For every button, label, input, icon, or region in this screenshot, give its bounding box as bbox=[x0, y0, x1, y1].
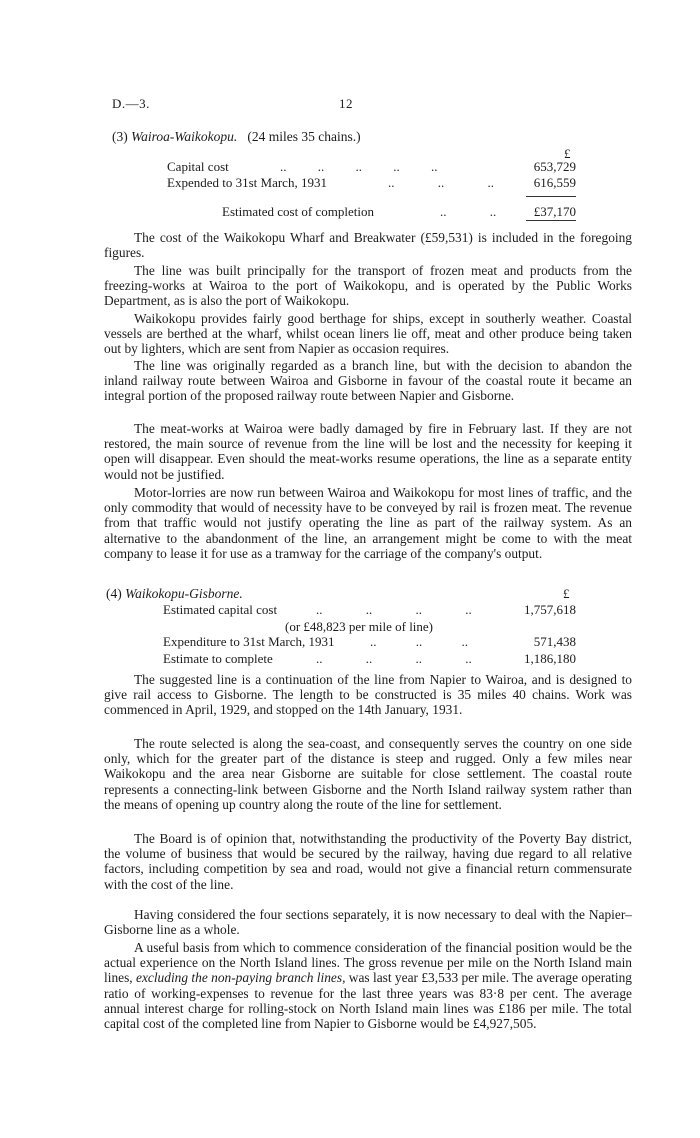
estimate-complete-label: Estimate to complete bbox=[163, 651, 273, 666]
estimated-capital-dots: .. .. .. .. bbox=[316, 602, 472, 617]
paragraph-four-sections: Having considered the four sections separately, it is now necessary to deal with the Napier–Gisborne line as a whole. bbox=[104, 907, 632, 938]
section-3-currency: £ bbox=[564, 146, 571, 161]
paragraph-suggested-line: The suggested line is a continuation of the line from Napier to Wairoa, and is designed to give rail access to Gisborne. The length to be constructed is 35 miles 40 chains. Work was commenced in April, 1929, and stopped on the 14th January, 1931. bbox=[104, 672, 632, 718]
estimated-capital-value: 1,757,618 bbox=[524, 602, 576, 617]
section-3-length: (24 miles 35 chains.) bbox=[247, 129, 361, 144]
section-3-title: Wairoa-Waikokopu. bbox=[131, 129, 238, 144]
document-reference: D.—3. bbox=[112, 96, 150, 111]
expenditure-value: 571,438 bbox=[533, 634, 576, 649]
section-4-number: (4) bbox=[106, 586, 122, 601]
financial-basis-italic: excluding the non-paying branch lines, bbox=[136, 970, 346, 986]
section-4-currency: £ bbox=[563, 586, 570, 601]
paragraph-line-purpose: The line was built principally for the transport of frozen meat and products from the freezing-works at Wairoa to the port of Waikokopu, and is operated by the Public Works Department, as is also the port of Waikokopu. bbox=[104, 263, 632, 309]
capital-cost-dots: .. .. .. .. .. bbox=[280, 159, 438, 174]
page-number: 12 bbox=[339, 96, 353, 111]
section-3-number: (3) bbox=[112, 129, 128, 144]
financial-basis-text-1: A useful basis from which to commence consideration of the financial position would be the actual experience on the North Island lines. The gross revenue per mile on the North Island main lines, bbox=[104, 940, 632, 986]
completion-value: £37,170 bbox=[533, 204, 576, 219]
paragraph-route: The route selected is along the sea-coast, and consequently serves the country on one side only, which for the greater part of the distance is steep and rugged. Only a few miles near Waikokopu and the area near Gisborne are suitable for close settlement. The coastal route represents a connecting-link between Gisborne and the North Island railway system rather than the means of opening up country along the route of the line for settlement. bbox=[104, 736, 632, 812]
paragraph-wharf-cost: The cost of the Waikokopu Wharf and Breakwater (£59,531) is included in the foregoing figures. bbox=[104, 230, 632, 261]
section-4-heading bbox=[106, 586, 243, 602]
expenditure-label: Expenditure to 31st March, 1931 bbox=[163, 634, 335, 649]
capital-cost-label: Capital cost bbox=[167, 159, 229, 174]
estimated-capital-label: Estimated capital cost bbox=[163, 602, 278, 617]
per-mile-note: (or £48,823 per mile of line) bbox=[285, 619, 434, 634]
capital-cost-value: 653,729 bbox=[533, 159, 576, 174]
expended-label: Expended to 31st March, 1931 bbox=[167, 175, 327, 190]
paragraph-board-opinion: The Board is of opinion that, notwithstanding the productivity of the Poverty Bay district, the volume of business that would be secured by the railway, having due regard to all relative factors, including competition by sea and road, would not give a financial return commensurate with the cost of the line. bbox=[104, 831, 632, 892]
financial-basis-text-2: was last year £3,533 per mile. The average operating ratio of working-expenses to revenue for the last three years was 83·8 per cent. The average annual interest charge for rolling-stock on North Island main lines was £186 per mile. The total capital cost of the completed line from Napier to Gisborne would be £4,927,505. bbox=[104, 970, 632, 1032]
completion-underline bbox=[526, 220, 576, 221]
expended-dots: .. .. .. bbox=[388, 175, 494, 190]
estimate-complete-dots: .. .. .. .. bbox=[316, 651, 472, 666]
estimate-complete-value: 1,186,180 bbox=[524, 651, 576, 666]
paragraph-financial-basis bbox=[104, 940, 632, 1031]
completion-label: Estimated cost of completion bbox=[222, 204, 374, 219]
paragraph-berthage: Waikokopu provides fairly good berthage for ships, except in southerly weather. Coastal vessels are berthed at the wharf, whilst ocean liners lie off, meat and other produce being taken out by lighters, which are sent from Napier as occasion requires. bbox=[104, 311, 632, 357]
expended-value: 616,559 bbox=[533, 175, 576, 190]
section-3-heading bbox=[112, 129, 361, 145]
total-rule bbox=[526, 196, 576, 197]
section-4-title: Waikokopu-Gisborne. bbox=[125, 586, 243, 601]
completion-dots: .. .. bbox=[440, 204, 497, 219]
paragraph-motor-lorries: Motor-lorries are now run between Wairoa and Waikokopu for most lines of traffic, and the only commodity that would of necessity have to be conveyed by rail is frozen meat. The revenue from that traffic would not justify operating the line as part of the railway system. As an alternative to the abandonment of the line, an arrangement might be come to with the meat company to lease it for use as a tramway for the carriage of the company's output. bbox=[104, 485, 632, 561]
paragraph-meat-works: The meat-works at Wairoa were badly damaged by fire in February last. If they are not restored, the main source of revenue from the line will be lost and the necessity for keeping it open will disappear. Even should the meat-works resume operations, the line as a separate entity would not be justified. bbox=[104, 421, 632, 482]
expenditure-dots: .. .. .. bbox=[370, 634, 468, 649]
paragraph-branch-line: The line was originally regarded as a branch line, but with the decision to abandon the inland railway route between Wairoa and Gisborne in favour of the coastal route it became an integral portion of the proposed railway route between Napier and Gisborne. bbox=[104, 358, 632, 404]
